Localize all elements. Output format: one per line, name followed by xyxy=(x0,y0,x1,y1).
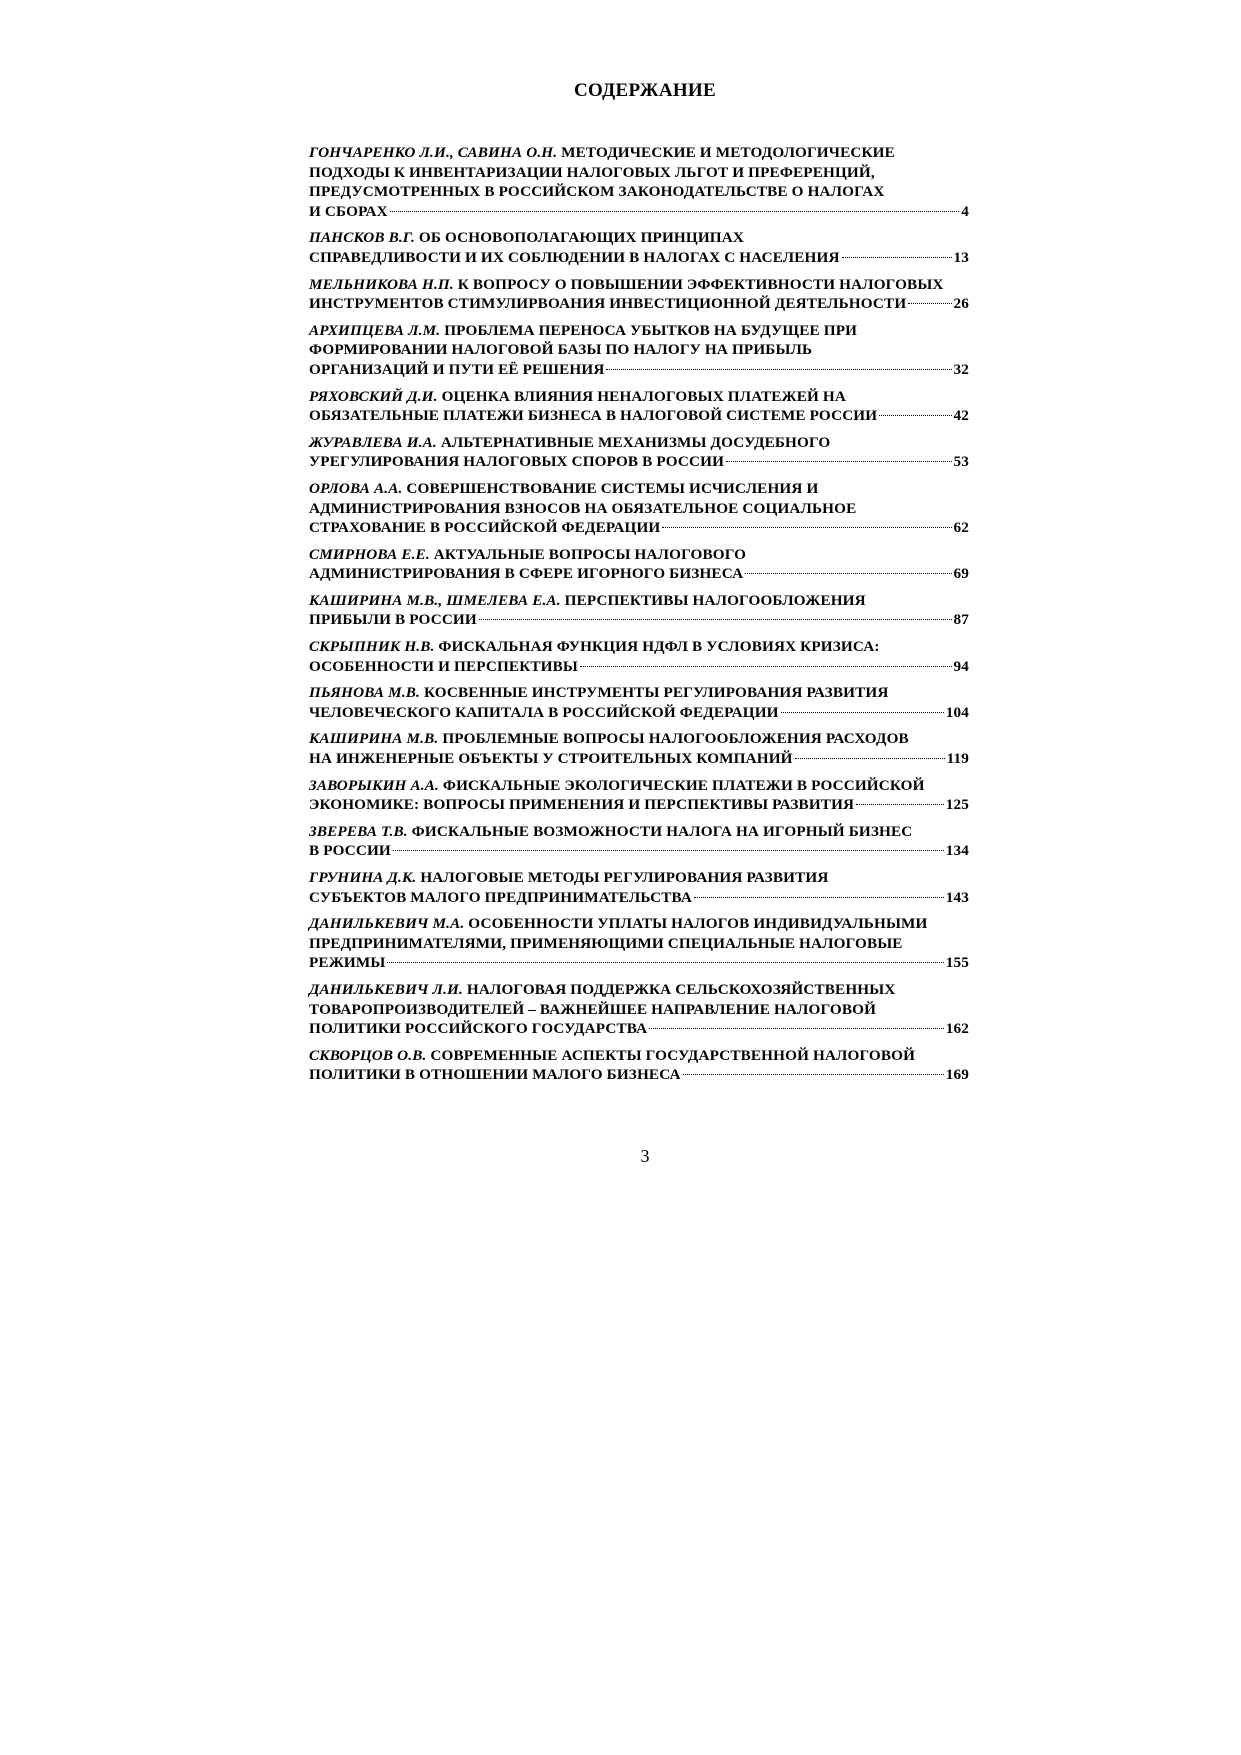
toc-entry-line xyxy=(309,479,969,499)
toc-entry-title-text: УРЕГУЛИРОВАНИЯ НАЛОГОВЫХ СПОРОВ В РОССИИ xyxy=(309,453,725,471)
toc-entry-title-text: ФИСКАЛЬНЫЕ ЭКОЛОГИЧЕСКИЕ ПЛАТЕЖИ В РОССИЙСКОЙ xyxy=(442,776,925,794)
toc-entry-last-line xyxy=(309,1019,969,1039)
toc-entry-author: СКВОРЦОВ О.В. xyxy=(309,1046,427,1064)
toc-entry-last-line xyxy=(309,406,969,426)
toc-entry-last-line xyxy=(309,518,969,538)
toc-entry xyxy=(309,321,969,380)
toc-entry-last-line xyxy=(309,1065,969,1085)
dot-leader xyxy=(649,1028,944,1029)
toc-entry-line xyxy=(309,545,969,565)
toc-entry-author: ЖУРАВЛЕВА И.А. xyxy=(309,433,437,451)
toc-entry-title-text: ПЕРСПЕКТИВЫ НАЛОГООБЛОЖЕНИЯ xyxy=(564,591,866,609)
toc-entry-line xyxy=(309,387,969,407)
toc-entry-last-line xyxy=(309,360,969,380)
toc-entry-page-number: 4 xyxy=(961,202,969,220)
toc-entry xyxy=(309,479,969,538)
toc-entry-title-text: ОСОБЕННОСТИ УПЛАТЫ НАЛОГОВ ИНДИВИДУАЛЬНЫМИ xyxy=(468,915,928,933)
toc-entry-title-text: МЕТОДИЧЕСКИЕ И МЕТОДОЛОГИЧЕСКИЕ xyxy=(561,144,895,161)
toc-entry-author: ПЬЯНОВА М.В. xyxy=(309,684,420,702)
dot-leader xyxy=(908,303,951,304)
toc-entry-title-text: ЧЕЛОВЕЧЕСКОГО КАПИТАЛА В РОССИЙСКОЙ ФЕДЕРАЦИИ xyxy=(309,703,779,721)
dot-leader xyxy=(879,415,951,416)
toc-entry-title-text: ПРОБЛЕМА ПЕРЕНОСА УБЫТКОВ НА БУДУЩЕЕ ПРИ xyxy=(444,321,858,339)
toc-entry xyxy=(309,143,969,221)
toc-entry-title-text: ПОДХОДЫ К ИНВЕНТАРИЗАЦИИ НАЛОГОВЫХ ЛЬГОТ И ПРЕФЕРЕНЦИЙ, xyxy=(309,163,875,181)
toc-entry-title-text: ПРИБЫЛИ В РОССИИ xyxy=(309,611,477,629)
toc-entry-title-text: ЭКОНОМИКЕ: ВОПРОСЫ ПРИМЕНЕНИЯ И ПЕРСПЕКТИВЫ РАЗВИТИЯ xyxy=(309,796,855,814)
toc-entry-line xyxy=(309,321,969,341)
toc-entry-page-number: 69 xyxy=(953,565,969,583)
toc-entry-title-text: НАЛОГОВАЯ ПОДДЕРЖКА СЕЛЬСКОХОЗЯЙСТВЕННЫХ xyxy=(466,980,896,998)
toc-entry-line xyxy=(309,163,969,183)
toc-entry-author: СМИРНОВА Е.Е. xyxy=(309,545,430,563)
page-title: СОДЕРЖАНИЕ xyxy=(574,80,716,101)
toc-entry-last-line xyxy=(309,657,969,677)
table-of-contents xyxy=(309,143,969,1092)
toc-entry xyxy=(309,980,969,1039)
toc-entry-page-number: 134 xyxy=(945,842,969,860)
toc-entry-page-number: 53 xyxy=(953,453,969,471)
toc-entry-title-text: СПРАВЕДЛИВОСТИ И ИХ СОБЛЮДЕНИИ В НАЛОГАХ С НАСЕЛЕНИЯ xyxy=(309,248,840,266)
toc-entry-author: АРХИПЦЕВА Л.М. xyxy=(309,321,441,339)
toc-entry-author: ДАНИЛЬКЕВИЧ М.А. xyxy=(309,915,465,933)
dot-leader xyxy=(393,850,944,851)
toc-entry-title-text: ФОРМИРОВАНИИ НАЛОГОВОЙ БАЗЫ ПО НАЛОГУ НА ПРИБЫЛЬ xyxy=(309,341,813,359)
toc-entry xyxy=(309,776,969,815)
dot-leader xyxy=(662,527,951,528)
toc-entry-author: ЗАВОРЫКИН А.А. xyxy=(309,776,439,794)
toc-entry-title-text: ПОЛИТИКИ РОССИЙСКОГО ГОСУДАРСТВА xyxy=(309,1020,648,1038)
toc-entry-last-line xyxy=(309,452,969,472)
toc-entry-line xyxy=(309,433,969,453)
toc-entry-title-text: И СБОРАХ xyxy=(309,202,388,220)
dot-leader xyxy=(745,573,951,574)
toc-entry-page-number: 143 xyxy=(945,888,969,906)
dot-leader xyxy=(795,758,945,759)
dot-leader xyxy=(726,461,951,462)
toc-entry-line xyxy=(309,182,969,202)
dot-leader xyxy=(580,666,952,667)
toc-entry-last-line xyxy=(309,564,969,584)
toc-entry-title-text: ПРОБЛЕМНЫЕ ВОПРОСЫ НАЛОГООБЛОЖЕНИЯ РАСХОДОВ xyxy=(442,730,909,748)
toc-entry-line xyxy=(309,1046,969,1066)
toc-entry-author: КАШИРИНА М.В. xyxy=(309,730,439,748)
toc-entry-title-text: СТРАХОВАНИЕ В РОССИЙСКОЙ ФЕДЕРАЦИИ xyxy=(309,519,661,537)
toc-entry xyxy=(309,545,969,584)
toc-entry-last-line xyxy=(309,749,969,769)
toc-entry xyxy=(309,591,969,630)
toc-entry-last-line xyxy=(309,610,969,630)
toc-entry-line xyxy=(309,143,969,163)
toc-entry-title-text: СОВЕРШЕНСТВОВАНИЕ СИСТЕМЫ ИСЧИСЛЕНИЯ И xyxy=(406,479,819,497)
toc-entry-page-number: 125 xyxy=(945,796,969,814)
toc-entry-title-text: ОБ ОСНОВОПОЛАГАЮЩИХ ПРИНЦИПАХ xyxy=(418,229,745,247)
dot-leader xyxy=(683,1074,944,1075)
toc-entry-title-text: ОСОБЕННОСТИ И ПЕРСПЕКТИВЫ xyxy=(309,657,578,675)
toc-entry-line xyxy=(309,776,969,796)
toc-entry xyxy=(309,868,969,907)
dot-leader xyxy=(781,712,944,713)
toc-entry-page-number: 62 xyxy=(953,519,969,537)
toc-entry-line xyxy=(309,228,969,248)
toc-entry-page-number: 13 xyxy=(953,248,969,266)
toc-entry xyxy=(309,275,969,314)
toc-entry-last-line xyxy=(309,888,969,908)
dot-leader xyxy=(856,804,944,805)
toc-entry-last-line xyxy=(309,294,969,314)
toc-entry-title-text: РЕЖИМЫ xyxy=(309,954,386,972)
toc-entry-line xyxy=(309,591,969,611)
toc-entry-last-line xyxy=(309,841,969,861)
toc-entry-title-text: АДМИНИСТРИРОВАНИЯ ВЗНОСОВ НА ОБЯЗАТЕЛЬНОЕ СОЦИАЛЬНОЕ xyxy=(309,499,857,517)
toc-entry xyxy=(309,729,969,768)
toc-entry-author: КАШИРИНА М.В., ШМЕЛЕВА Е.А. xyxy=(309,591,561,609)
toc-entry xyxy=(309,822,969,861)
toc-entry-last-line xyxy=(309,795,969,815)
toc-entry xyxy=(309,683,969,722)
toc-entry xyxy=(309,1046,969,1085)
toc-entry-page-number: 32 xyxy=(953,360,969,378)
toc-entry-last-line xyxy=(309,248,969,268)
toc-entry-line xyxy=(309,637,969,657)
toc-entry xyxy=(309,914,969,973)
toc-entry-line xyxy=(309,499,969,519)
dot-leader xyxy=(479,619,952,620)
toc-entry-line xyxy=(309,275,969,295)
toc-entry-line xyxy=(309,980,969,1000)
toc-entry-author: ПАНСКОВ В.Г. xyxy=(309,229,415,247)
toc-entry-title-text: К ВОПРОСУ О ПОВЫШЕНИИ ЭФФЕКТИВНОСТИ НАЛОГОВЫХ xyxy=(457,275,944,293)
toc-entry-title-text: НА ИНЖЕНЕРНЫЕ ОБЪЕКТЫ У СТРОИТЕЛЬНЫХ КОМПАНИЙ xyxy=(309,750,793,768)
toc-entry-title-text: ПОЛИТИКИ В ОТНОШЕНИИ МАЛОГО БИЗНЕСА xyxy=(309,1066,681,1084)
toc-entry-title-text: ПРЕДПРИНИМАТЕЛЯМИ, ПРИМЕНЯЮЩИМИ СПЕЦИАЛЬНЫЕ НАЛОГОВЫЕ xyxy=(309,934,903,952)
toc-entry-author: ЗВЕРЕВА Т.В. xyxy=(309,822,408,840)
toc-entry-title-text: ПРЕДУСМОТРЕННЫХ В РОССИЙСКОМ ЗАКОНОДАТЕЛЬСТВЕ О НАЛОГАХ xyxy=(309,183,885,201)
toc-entry-title-text: АДМИНИСТРИРОВАНИЯ В СФЕРЕ ИГОРНОГО БИЗНЕСА xyxy=(309,565,744,583)
toc-entry-title-text: ТОВАРОПРОИЗВОДИТЕЛЕЙ – ВАЖНЕЙШЕЕ НАПРАВЛЕНИЕ НАЛОГОВОЙ xyxy=(309,1000,877,1018)
toc-entry-title-text: СОВРЕМЕННЫЕ АСПЕКТЫ ГОСУДАРСТВЕННОЙ НАЛОГОВОЙ xyxy=(430,1046,916,1064)
toc-entry xyxy=(309,228,969,267)
toc-entry-author: ГОНЧАРЕНКО Л.И., САВИНА О.Н. xyxy=(309,144,558,161)
toc-entry xyxy=(309,637,969,676)
toc-entry-last-line xyxy=(309,703,969,723)
toc-entry-author: ГРУНИНА Д.К. xyxy=(309,869,417,886)
toc-entry-title-text: ФИСКАЛЬНАЯ ФУНКЦИЯ НДФЛ В УСЛОВИЯХ КРИЗИСА: xyxy=(438,638,880,656)
toc-entry-author: ДАНИЛЬКЕВИЧ Л.И. xyxy=(309,980,463,998)
toc-entry-last-line xyxy=(309,202,969,222)
toc-entry-line xyxy=(309,1000,969,1020)
toc-entry xyxy=(309,433,969,472)
toc-entry-title-text: КОСВЕННЫЕ ИНСТРУМЕНТЫ РЕГУЛИРОВАНИЯ РАЗВИТИЯ xyxy=(423,684,889,702)
toc-entry-title-text: СУБЪЕКТОВ МАЛОГО ПРЕДПРИНИМАТЕЛЬСТВА xyxy=(309,888,692,906)
toc-entry-title-text: ИНСТРУМЕНТОВ СТИМУЛИРВОАНИЯ ИНВЕСТИЦИОННОЙ ДЕЯТЕЛЬНОСТИ xyxy=(309,295,907,313)
toc-entry-author: РЯХОВСКИЙ Д.И. xyxy=(309,387,438,405)
toc-entry-line xyxy=(309,729,969,749)
dot-leader xyxy=(390,211,959,212)
toc-entry-page-number: 104 xyxy=(945,703,969,721)
toc-entry-page-number: 162 xyxy=(945,1020,969,1038)
toc-entry-line xyxy=(309,822,969,842)
toc-entry-title-text: НАЛОГОВЫЕ МЕТОДЫ РЕГУЛИРОВАНИЯ РАЗВИТИЯ xyxy=(420,869,829,886)
toc-entry-line xyxy=(309,340,969,360)
toc-entry-line xyxy=(309,868,969,888)
toc-entry-author: СКРЫПНИК Н.В. xyxy=(309,638,435,656)
toc-entry-page-number: 155 xyxy=(945,954,969,972)
dot-leader xyxy=(694,897,944,898)
toc-entry-title-text: АЛЬТЕРНАТИВНЫЕ МЕХАНИЗМЫ ДОСУДЕБНОГО xyxy=(440,433,831,451)
page-number: 3 xyxy=(640,1146,650,1166)
toc-entry-page-number: 87 xyxy=(953,611,969,629)
toc-entry-title-text: В РОССИИ xyxy=(309,842,391,860)
toc-entry-page-number: 42 xyxy=(953,407,969,425)
toc-entry-title-text: ОРГАНИЗАЦИЙ И ПУТИ ЕЁ РЕШЕНИЯ xyxy=(309,360,605,378)
toc-entry-last-line xyxy=(309,953,969,973)
toc-entry-line xyxy=(309,683,969,703)
toc-entry-line xyxy=(309,934,969,954)
toc-entry-line xyxy=(309,914,969,934)
toc-entry-title-text: ОЦЕНКА ВЛИЯНИЯ НЕНАЛОГОВЫХ ПЛАТЕЖЕЙ НА xyxy=(441,387,846,405)
toc-entry-title-text: ОБЯЗАТЕЛЬНЫЕ ПЛАТЕЖИ БИЗНЕСА В НАЛОГОВОЙ СИСТЕМЕ РОССИИ xyxy=(309,407,878,425)
toc-entry xyxy=(309,387,969,426)
toc-entry-page-number: 94 xyxy=(953,657,969,675)
toc-entry-author: МЕЛЬНИКОВА Н.П. xyxy=(309,275,454,293)
toc-entry-page-number: 119 xyxy=(946,750,969,768)
dot-leader xyxy=(387,962,943,963)
dot-leader xyxy=(606,369,951,370)
toc-entry-author: ОРЛОВА А.А. xyxy=(309,479,403,497)
toc-entry-page-number: 26 xyxy=(953,295,969,313)
toc-entry-page-number: 169 xyxy=(945,1066,969,1084)
dot-leader xyxy=(842,257,952,258)
toc-entry-title-text: АКТУАЛЬНЫЕ ВОПРОСЫ НАЛОГОВОГО xyxy=(433,545,747,563)
toc-entry-title-text: ФИСКАЛЬНЫЕ ВОЗМОЖНОСТИ НАЛОГА НА ИГОРНЫЙ БИЗНЕС xyxy=(411,822,913,840)
